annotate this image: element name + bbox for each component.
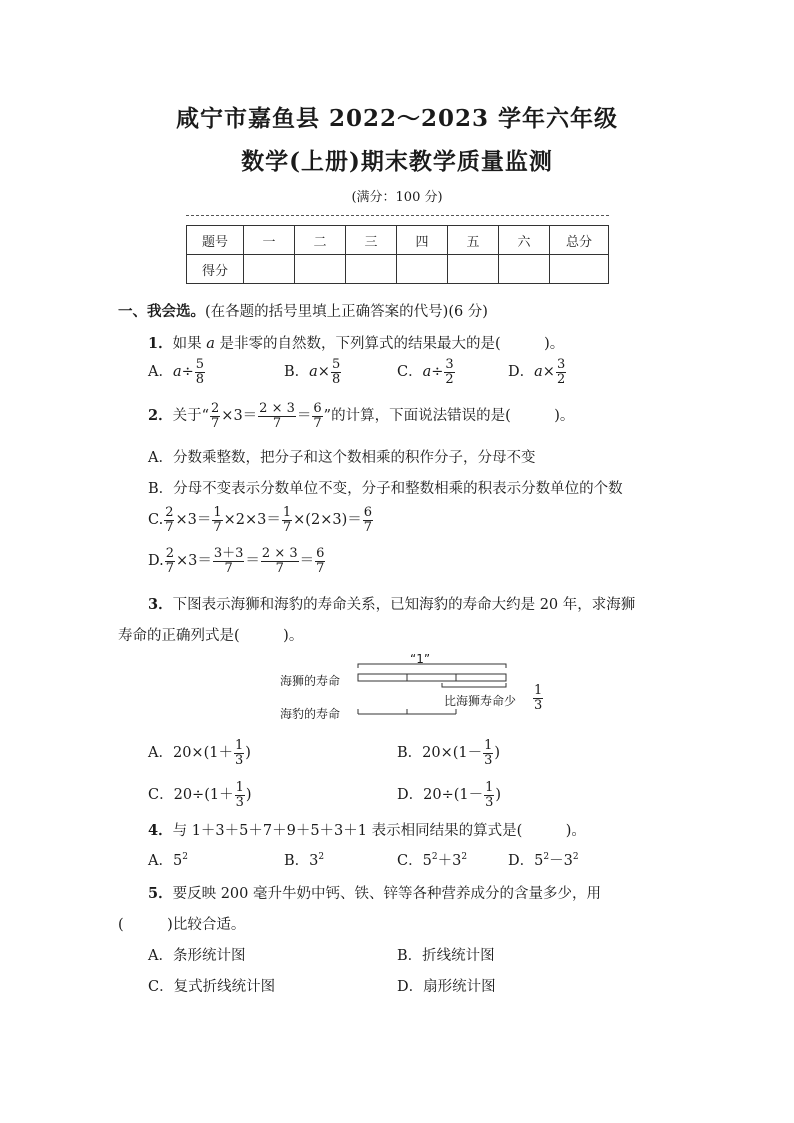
q5-option-a[interactable]	[148, 944, 245, 965]
expr-part: ×(2×3)＝	[293, 512, 362, 529]
option-text: 复式折线统计图	[173, 979, 276, 995]
question-4	[148, 819, 586, 840]
q3-diagram	[270, 652, 560, 722]
q5-option-d[interactable]	[397, 975, 496, 996]
score-cell-header: 一	[244, 226, 295, 255]
exam-title-line1: 咸宁市嘉鱼县 2022～2023 学年六年级	[175, 105, 619, 132]
sealion-bar	[358, 674, 506, 681]
fraction	[363, 506, 373, 534]
score-cell-total-header: 总分	[550, 226, 609, 255]
score-row-label: 得分	[187, 255, 244, 284]
option-label: C．	[397, 853, 423, 869]
option-label: D.	[148, 553, 164, 570]
denominator: 7	[272, 415, 282, 431]
exponent: 2	[182, 852, 188, 863]
q3-option-d[interactable]	[397, 781, 501, 809]
option-label: B．	[284, 853, 310, 869]
q1-number: 1．	[148, 335, 173, 352]
q5-line1: 要反映 200 毫升牛奶中钙、铁、锌等各种营养成分的含量多少，用	[172, 886, 601, 902]
numerator: 5	[331, 357, 341, 372]
expr-part: )	[245, 787, 252, 804]
q3-option-a[interactable]	[148, 739, 251, 767]
expr-part: 20÷(1＋	[173, 787, 234, 804]
fraction	[282, 506, 292, 534]
q1-variable: a	[206, 336, 215, 352]
q5-option-c[interactable]	[148, 975, 275, 996]
section1-heading	[118, 300, 488, 321]
section1-instruction: (在各题的括号里填上正确答案的代号)(6 分)	[205, 304, 488, 320]
q1-option-b[interactable]	[284, 358, 342, 386]
q1-option-d[interactable]	[508, 358, 567, 386]
fraction	[164, 506, 174, 534]
q3-number: 3．	[148, 596, 173, 613]
option-text: 条形统计图	[172, 948, 246, 964]
q4-text: 与 1＋3＋5＋7＋9＋5＋3＋1 表示相同结果的算式是( )。	[172, 823, 586, 839]
expr-part: )	[494, 745, 501, 762]
option-label: A．	[148, 853, 173, 869]
question-1	[148, 332, 564, 353]
full-score-note: (满分：100 分)	[351, 190, 443, 205]
question-3	[148, 593, 635, 614]
fraction	[258, 402, 296, 430]
expr-part: 20×(1＋	[172, 745, 233, 762]
equals: ＝	[296, 408, 312, 425]
score-table-header-row	[187, 226, 609, 255]
option-label: A．	[148, 948, 173, 964]
q2-mid: ×3＝	[221, 408, 258, 425]
base: 5	[422, 853, 432, 869]
option-label: D．	[508, 853, 535, 869]
numerator: 1	[484, 738, 493, 753]
fraction	[483, 739, 493, 767]
score-input-cell[interactable]	[295, 255, 346, 284]
score-input-cell[interactable]	[244, 255, 295, 284]
q2-number: 2．	[148, 407, 173, 425]
title-divider	[186, 215, 609, 216]
q1-option-a[interactable]	[148, 358, 206, 386]
fraction	[331, 358, 341, 386]
denominator: 7	[313, 415, 322, 431]
fraction	[484, 781, 494, 809]
score-cell-header: 六	[499, 226, 550, 255]
numerator: 1	[235, 780, 244, 795]
numerator: 6	[363, 505, 373, 520]
fraction	[234, 739, 244, 767]
denominator: 2	[556, 371, 566, 387]
fraction	[312, 402, 322, 430]
fraction	[195, 358, 205, 386]
option-label: A．	[148, 364, 173, 381]
option-label: D．	[397, 979, 424, 995]
denominator: 3	[534, 697, 543, 713]
diagram-sealion-label: 海狮的寿命	[280, 674, 341, 688]
fraction	[213, 547, 245, 575]
score-table	[186, 225, 609, 284]
numerator: 6	[316, 546, 325, 561]
q2-option-d[interactable]	[148, 547, 326, 575]
exponent: 2	[431, 852, 438, 863]
q2-option-c[interactable]	[148, 506, 374, 534]
score-cell-header: 三	[346, 226, 397, 255]
numerator: 5	[195, 357, 205, 372]
score-table-score-row	[187, 255, 609, 284]
option-text: 扇形统计图	[423, 979, 496, 995]
diagram-seal-label: 海豹的寿命	[280, 707, 341, 721]
q3-line2: 寿命的正确列式是( )。	[118, 628, 304, 644]
denominator: 7	[275, 560, 284, 576]
option-label: D．	[397, 787, 424, 804]
q2-text-a: 关于“	[172, 408, 210, 425]
numerator: 2	[211, 401, 220, 416]
denominator: 3	[235, 794, 244, 810]
q4-option-b[interactable]	[284, 849, 324, 870]
numerator: 1	[485, 780, 494, 795]
numerator: 1	[213, 505, 222, 520]
denominator: 7	[165, 560, 174, 576]
expr-part: 20÷(1－	[423, 787, 484, 804]
score-cell-header: 二	[295, 226, 346, 255]
numerator: 3	[556, 357, 566, 372]
expr-part: )	[495, 787, 502, 804]
question-2	[148, 402, 574, 430]
diagram-unit-one-label: “1”	[410, 652, 431, 666]
fraction	[210, 402, 220, 430]
score-cell-header: 五	[448, 226, 499, 255]
denominator: 3	[485, 794, 494, 810]
numerator: 3	[445, 357, 454, 372]
expr-part: ＋3	[437, 853, 462, 869]
option-label: B．	[397, 745, 423, 762]
q1-text-a: 如果	[172, 336, 207, 352]
expr-part: ×3＝	[176, 553, 212, 570]
option-label: C.	[148, 512, 164, 529]
score-input-cell[interactable]	[499, 255, 550, 284]
question-5	[148, 882, 601, 903]
q4-option-a[interactable]	[148, 849, 188, 870]
q4-number: 4．	[148, 822, 173, 839]
difference-bracket	[442, 683, 506, 687]
q1-text-b: 是非零的自然数，下列算式的结果最大的是( )。	[214, 336, 565, 352]
diagram-lines	[270, 652, 560, 722]
option-label: B．	[284, 364, 310, 381]
expr-part: ×3＝	[175, 512, 212, 529]
base: 5	[534, 853, 544, 869]
numerator: 1	[534, 683, 543, 698]
score-input-cell[interactable]	[448, 255, 499, 284]
fraction	[556, 358, 566, 386]
exam-title-line2: 数学(上册)期末教学质量监测	[241, 148, 553, 175]
fraction	[444, 358, 454, 386]
denominator: 7	[213, 519, 222, 535]
fraction	[212, 506, 222, 534]
diagram-compare-label: 比海狮寿命少	[444, 694, 517, 708]
q3-option-c[interactable]	[148, 781, 252, 809]
numerator: 2	[165, 546, 174, 561]
exponent: 2	[318, 852, 325, 863]
score-cell-header: 四	[397, 226, 448, 255]
option-label: C．	[148, 979, 174, 995]
exponent: 2	[461, 852, 468, 863]
option-label: C．	[397, 364, 423, 381]
fraction	[315, 547, 325, 575]
denominator: 3	[484, 752, 493, 768]
score-input-cell[interactable]	[346, 255, 397, 284]
q2-option-b[interactable]: B．分母不变表示分数单位不变，分子和整数相乘的积表示分数单位的个数	[148, 481, 623, 497]
numerator: 3＋3	[213, 546, 244, 561]
option-text: 折线统计图	[422, 948, 495, 964]
option-expr: a×	[309, 364, 330, 381]
denominator: 7	[165, 519, 174, 535]
option-expr: a÷	[172, 364, 194, 381]
q5-line2: ( )比较合适。	[118, 917, 246, 933]
denominator: 2	[445, 371, 454, 387]
score-input-cell[interactable]	[397, 255, 448, 284]
q2-option-a[interactable]: A．分数乘整数，把分子和这个数相乘的积作分子，分母不变	[148, 450, 536, 466]
option-label: C．	[148, 787, 174, 804]
option-label: D．	[508, 364, 535, 381]
expr-part: ＝	[245, 553, 260, 570]
numerator: 2 × 3	[261, 546, 298, 561]
numerator: 6	[313, 401, 322, 416]
option-expr: a÷	[422, 364, 444, 381]
numerator: 2 × 3	[259, 401, 295, 416]
base: 3	[309, 853, 319, 869]
option-expr: a×	[534, 364, 555, 381]
denominator: 8	[195, 371, 205, 387]
score-input-cell-total[interactable]	[550, 255, 609, 284]
q5-option-b[interactable]	[397, 944, 495, 965]
denominator: 7	[363, 519, 373, 535]
numerator: 1	[282, 505, 292, 520]
score-cell-label: 题号	[187, 226, 244, 255]
q5-number: 5．	[148, 885, 173, 902]
q4-option-d[interactable]	[508, 849, 579, 870]
denominator: 7	[316, 560, 325, 576]
denominator: 7	[282, 519, 292, 535]
denominator: 7	[211, 415, 220, 431]
base: 5	[172, 853, 183, 869]
numerator: 1	[234, 738, 244, 753]
numerator: 2	[165, 505, 174, 520]
fraction	[235, 781, 245, 809]
q3-option-b[interactable]	[397, 739, 500, 767]
fraction	[165, 547, 175, 575]
expr-part: －3	[549, 853, 573, 869]
option-label: B．	[397, 948, 423, 964]
q2-text-b: ”的计算，下面说法错误的是( )。	[323, 408, 575, 425]
denominator: 3	[234, 752, 244, 768]
expr-part: 20×(1－	[422, 745, 483, 762]
expr-part: )	[245, 745, 251, 762]
q3-line1: 下图表示海狮和海豹的寿命关系，已知海豹的寿命大约是 20 年，求海狮	[172, 597, 636, 613]
q4-option-c[interactable]	[397, 849, 467, 870]
q1-option-c[interactable]	[397, 358, 456, 386]
exponent: 2	[572, 852, 579, 863]
unit-bracket	[358, 664, 506, 668]
expr-part: ×2×3＝	[223, 512, 281, 529]
denominator: 8	[331, 371, 341, 387]
exponent: 2	[543, 852, 550, 863]
option-label: A．	[148, 745, 173, 762]
denominator: 7	[224, 560, 233, 576]
section1-title: 一、我会选。	[118, 303, 205, 320]
expr-part: ＝	[299, 553, 315, 570]
fraction	[261, 547, 299, 575]
